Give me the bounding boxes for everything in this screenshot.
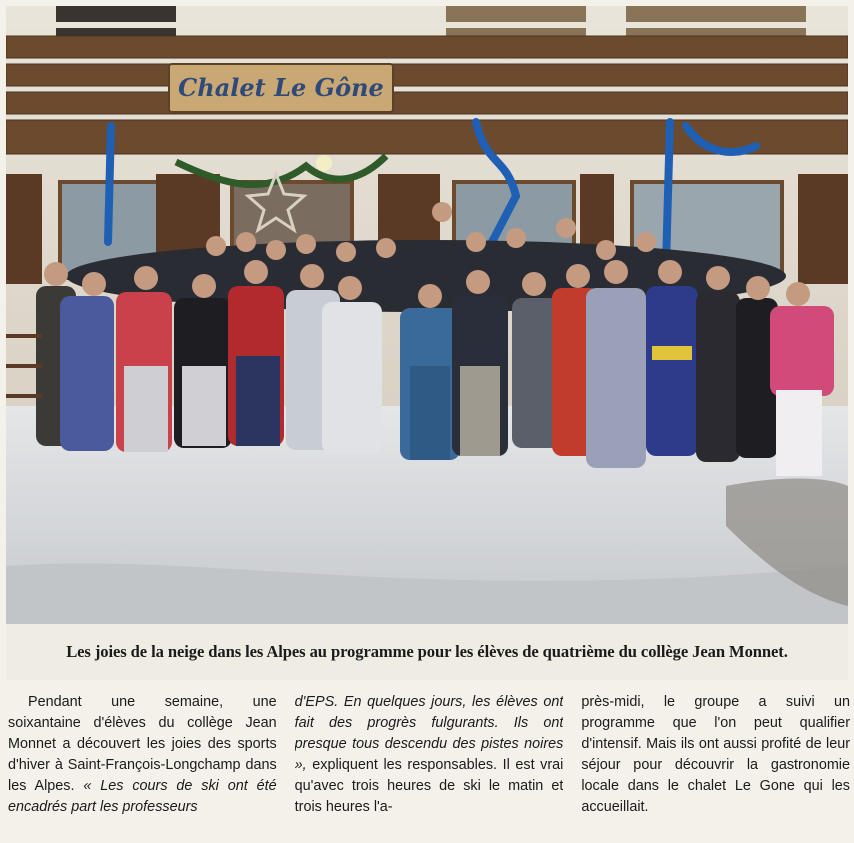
article-column-2 bbox=[295, 692, 564, 838]
quote-start: « Les cours de ski ont été encadrés part les professeurs bbox=[8, 778, 277, 815]
photo-illustration bbox=[6, 6, 848, 624]
article-middle: expliquent les responsables. Il est vrai qu'avec trois heures de ski le matin et trois heures l'a- bbox=[294, 757, 564, 815]
quote-continued: d'EPS. En quelques jours, les élèves ont fait des progrès fulgurants. Ils ont presque tous descendu des pistes noires », bbox=[294, 694, 564, 773]
article-body bbox=[6, 692, 850, 838]
article-end: près-midi, le groupe a suivi un programme que l'on peut qualifier d'intensif. Mais ils ont aussi profité de leur séjour pour découvrir la gastronomie locale dans le chalet Le Gone qui les accueillait. bbox=[581, 694, 851, 815]
chalet-sign bbox=[169, 64, 393, 112]
article-intro: Pendant une semaine, une soixantaine d'élèves du collège Jean Monnet a découvert les joies des sports d'hiver à Saint-François-Longchamp dans les Alpes. bbox=[8, 694, 277, 794]
balcony bbox=[6, 36, 848, 154]
group-photo bbox=[6, 6, 848, 624]
front-row bbox=[36, 260, 834, 476]
article-column-1 bbox=[6, 692, 277, 838]
article-column-3 bbox=[581, 692, 850, 838]
photo-caption: Les joies de la neige dans les Alpes au programme pour les élèves de quatrième du collège Jean Monnet. bbox=[6, 624, 848, 680]
sign-text: Chalet Le Gône bbox=[178, 73, 384, 102]
